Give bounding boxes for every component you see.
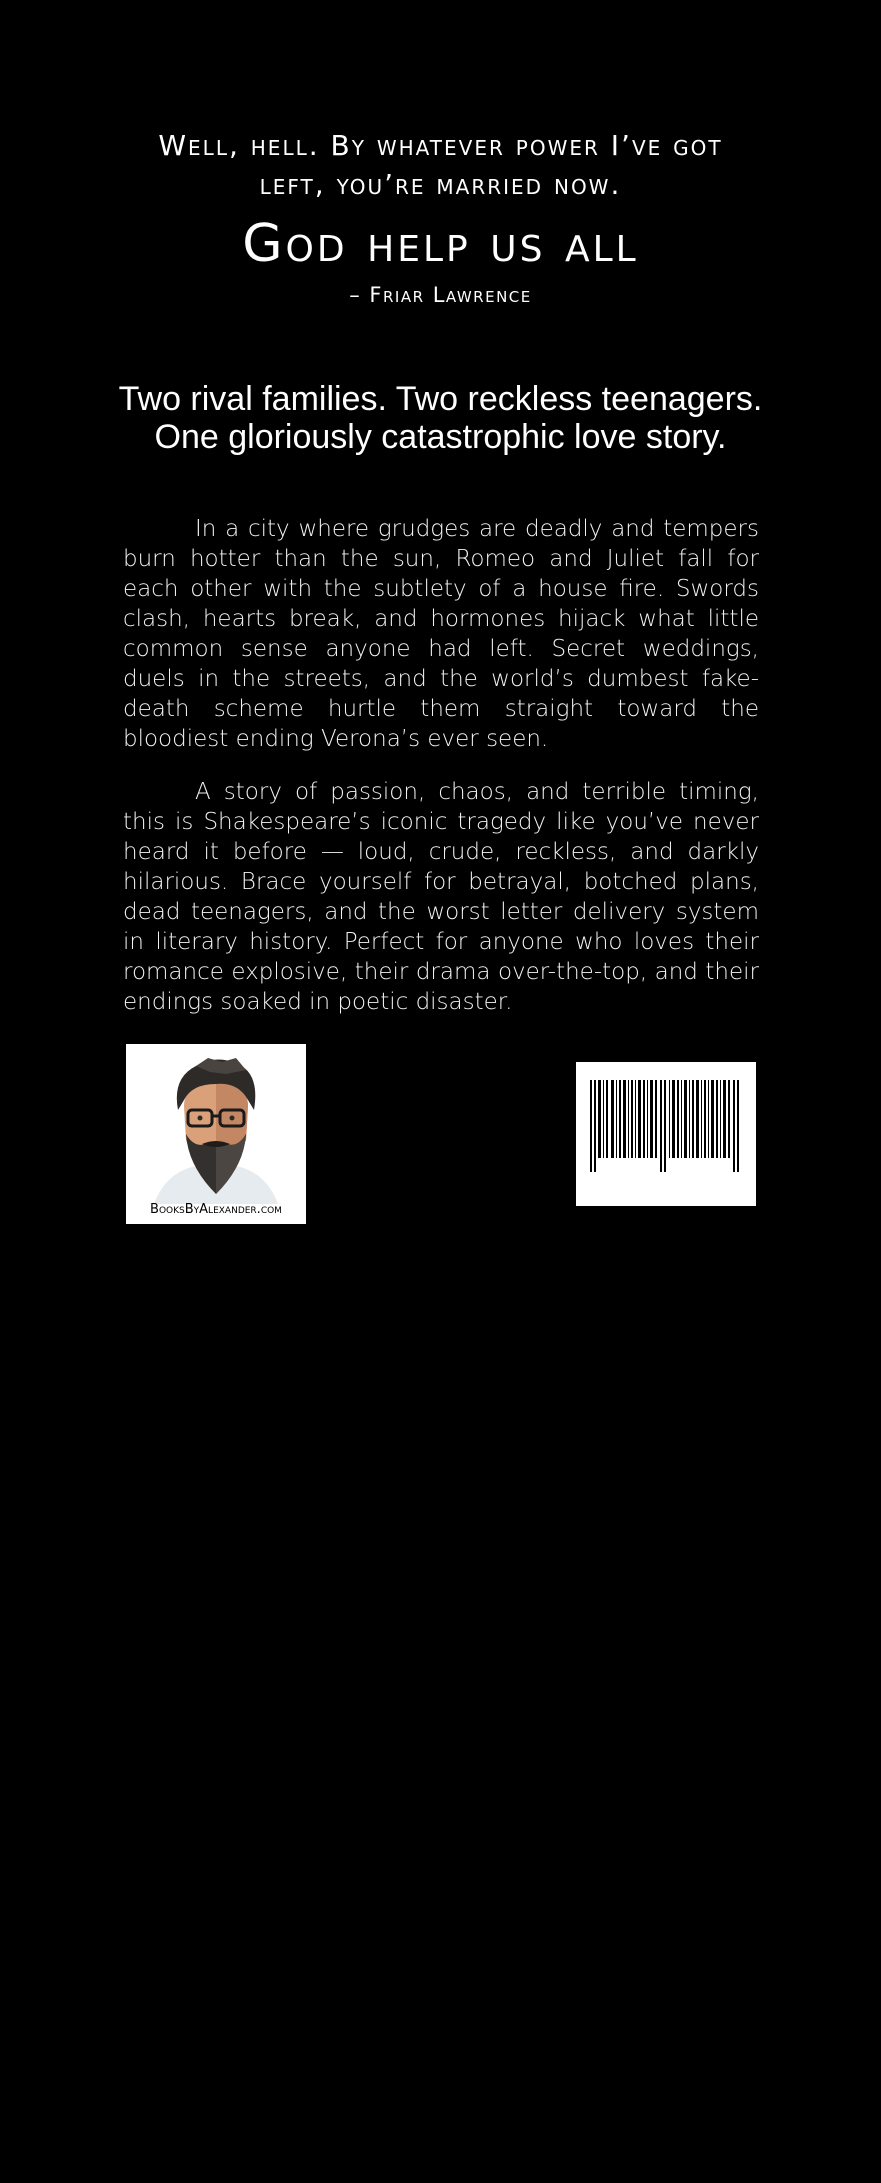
blurb-paragraph-2: A story of passion, chaos, and terrible timing, this is Shakespeare’s iconic tragedy like you’ve never heard it before — loud, crude, reckless, and darkly hilarious. Brace yourself for betrayal, botched plans, dead teenagers, and the worst letter delivery system in literary history. Perfect for anyone who loves their romance explosive, their drama over-the-top, and their endings soaked in poetic disaster. [123, 779, 759, 1015]
quote-line-1: Well, hell. By whatever power I’ve got [158, 129, 723, 162]
bearded-man-portrait-icon [126, 1044, 306, 1224]
tagline [0, 380, 881, 456]
blurb-paragraph-1: In a city where grudges are deadly and tempers burn hotter than the sun, Romeo and Juliet fall for each other with the subtlety of a house fire. Swords clash, hearts break, and hormones hijack what little common sense anyone had left. Secret weddings, duels in the streets, and the world’s dumbest fake-death scheme hurtle them straight toward the bloodiest ending Verona’s ever seen. [123, 516, 759, 752]
barcode-bars-icon [576, 1062, 756, 1206]
tagline-line-1: Two rival families. Two reckless teenagers. [118, 380, 763, 418]
quote-text [0, 126, 881, 204]
barcode-group-1: 781326 [606, 2172, 643, 2183]
publisher-website: BooksByAlexander.com [150, 1202, 282, 1217]
barcode-group-2: 502041 [680, 2172, 717, 2183]
isbn-barcode [576, 1062, 756, 2183]
quote-line-2: left, you’re married now. [259, 168, 622, 201]
quote-attribution: – Friar Lawrence [349, 283, 532, 307]
tagline-line-2: One gloriously catastrophic love story. [154, 418, 727, 456]
publisher-logo [126, 1044, 306, 1224]
barcode-prefix: 9 [578, 2172, 585, 2183]
quote-headline: God help us all [242, 214, 639, 274]
